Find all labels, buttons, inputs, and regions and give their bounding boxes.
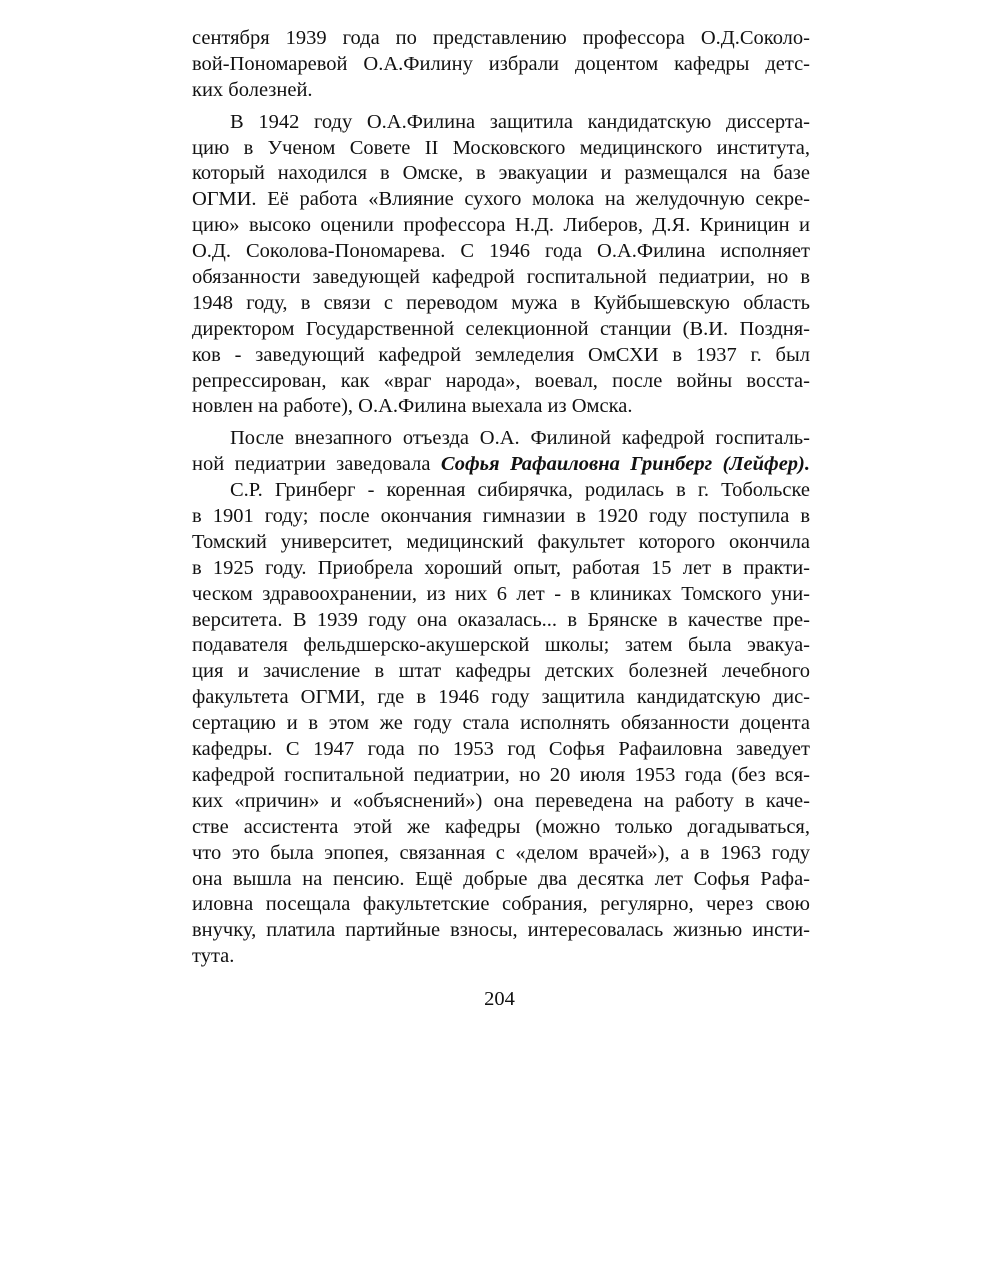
- text-line: что это была эпопея, связанная с «делом врачей»), а в 1963 году: [192, 841, 810, 864]
- text-line: стве ассистента этой же кафедры (можно только догадываться,: [192, 815, 810, 838]
- text-line: тута.: [192, 945, 235, 968]
- text-line: ОГМИ. Её работа «Влияние сухого молока на желудочную секре-: [192, 188, 810, 211]
- text-line: ков - заведующий кафедрой земледелия ОмСХИ в 1937 г. был: [192, 343, 810, 366]
- text-line: сертацию и в этом же году стала исполнять обязанности доцента: [192, 712, 810, 735]
- text-line: В 1942 году О.А.Филина защитила кандидатскую диссерта-: [230, 110, 810, 133]
- text-line: в 1901 году; после окончания гимназии в 1920 году поступила в: [192, 505, 810, 528]
- text-line: подавателя фельдшерско-акушерской школы; затем была эвакуа-: [192, 634, 810, 657]
- text-line: в 1925 году. Приобрела хороший опыт, работая 15 лет в практи-: [192, 556, 810, 579]
- paragraph: [192, 110, 810, 421]
- person-name-emphasis: Софья Рафаиловна Гринберг (Лейфер).: [440, 453, 810, 476]
- text-line: ких «причин» и «объяснений») она переведена на работу в каче-: [192, 789, 810, 812]
- paragraph: [192, 426, 810, 478]
- text-line: верситета. В 1939 году она оказалась... в Брянске в качестве пре-: [192, 608, 810, 631]
- text-line: кафедрой госпитальной педиатрии, но 20 июля 1953 года (без вся-: [192, 763, 810, 786]
- text-line: кафедры. С 1947 года по 1953 год Софья Рафаиловна заведует: [192, 738, 810, 761]
- text-line: ция и зачисление в штат кафедры детских болезней лечебного: [192, 660, 810, 683]
- paragraph: [192, 26, 810, 104]
- text-line: ких болезней.: [192, 78, 313, 101]
- text-line: директором Государственной селекционной станции (В.И. Поздня-: [192, 317, 810, 340]
- text-line: цию» высоко оценили профессора Н.Д. Либеров, Д.Я. Криницин и: [192, 214, 810, 237]
- text-line: она вышла на пенсию. Ещё добрые два десятка лет Софья Рафа-: [192, 867, 810, 890]
- text-line: О.Д. Соколова-Пономарева. С 1946 года О.А.Филина исполняет: [192, 240, 810, 263]
- text-line: вой-Пономаревой О.А.Филину избрали доцентом кафедры детс-: [192, 52, 810, 75]
- text-line: С.Р. Гринберг - коренная сибирячка, родилась в г. Тобольске: [230, 479, 810, 502]
- text-line: цию в Ученом Совете II Московского медицинского института,: [192, 136, 810, 159]
- text-line: новлен на работе), О.А.Филина выехала из Омска.: [192, 395, 633, 418]
- text-line: ческом здравоохранении, из них 6 лет - в клиниках Томского уни-: [192, 582, 810, 605]
- page-number: 204: [484, 988, 515, 1010]
- text-line: репрессирован, как «враг народа», воевал, после войны восста-: [192, 369, 810, 392]
- body-text: [192, 26, 810, 970]
- text-line: [192, 452, 810, 478]
- text-line: который находился в Омске, в эвакуации и размещался на базе: [192, 162, 810, 185]
- text-line: После внезапного отъезда О.А. Филиной кафедрой госпиталь-: [230, 427, 810, 450]
- text-line: иловна посещала факультетские собрания, регулярно, через свою: [192, 893, 810, 916]
- paragraph: [192, 478, 810, 970]
- text-line: сентября 1939 года по представлению профессора О.Д.Соколо-: [192, 27, 810, 49]
- text-line: 1948 году, в связи с переводом мужа в Куйбышевскую область: [192, 291, 810, 314]
- text-line: факультета ОГМИ, где в 1946 году защитила кандидатскую дис-: [192, 686, 810, 709]
- text-line: Томский университет, медицинский факультет которого окончила: [192, 530, 810, 553]
- text-line: внучку, платила партийные взносы, интересовалась жизнью инсти-: [192, 919, 810, 942]
- text-line: обязанности заведующей кафедрой госпитальной педиатрии, но в: [192, 266, 810, 289]
- text-run: ной педиатрии заведовала: [192, 453, 441, 476]
